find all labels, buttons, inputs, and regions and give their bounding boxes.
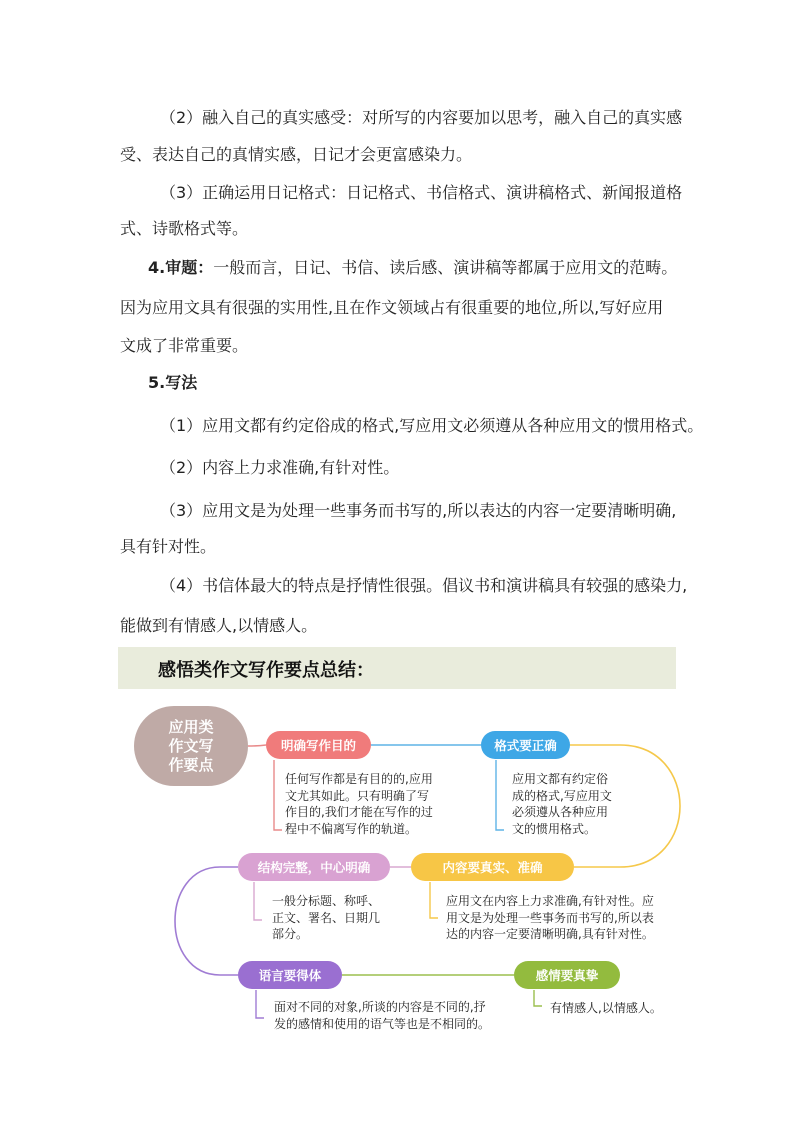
paragraph-line: 一般而言，日记、书信、读后感、演讲稿等都属于应用文的范畴。 <box>213 258 678 277</box>
desc-line: 面对不同的对象,所谈的内容是不同的,抒 <box>274 1000 486 1014</box>
desc-line: 作目的,我们才能在写作的过 <box>285 805 433 819</box>
desc-line: 必须遵从各种应用 <box>512 805 609 819</box>
center-line: 作文写 <box>168 736 214 755</box>
node-format: 格式要正确 <box>481 731 570 759</box>
paragraph-line: 因为应用文具有很强的实用性,且在作文领域占有很重要的地位,所以,写好应用 <box>120 298 664 317</box>
paragraph-line: 能做到有情感人,以情感人。 <box>120 616 318 635</box>
center-line: 作要点 <box>168 755 214 774</box>
desc-line: 文尤其如此。只有明确了写 <box>285 788 430 803</box>
node-language-desc <box>274 999 490 1032</box>
mindmap-center <box>134 706 248 786</box>
desc-line: 达的内容一定要清晰明确,具有针对性。 <box>446 927 654 941</box>
desc-line: 一般分标题、称呼、 <box>272 894 381 908</box>
desc-line: 任何写作都是有目的的,应用 <box>285 772 433 786</box>
banner-title: 感悟类作文写作要点总结： <box>158 660 374 681</box>
paragraph-line: 文成了非常重要。 <box>120 336 249 355</box>
paragraph-line: （2）内容上力求准确,有针对性。 <box>160 458 400 477</box>
desc-line: 部分。 <box>272 927 309 941</box>
section-4-heading: 4.审题： <box>148 258 214 277</box>
node-structure-desc <box>272 893 380 943</box>
paragraph-line: 受、表达自己的真情实感，日记才会更富感染力。 <box>120 145 473 164</box>
paragraph-line: （3）应用文是为处理一些事务而书写的,所以表达的内容一定要清晰明确, <box>160 501 677 520</box>
node-content-accurate: 内容要真实、准确 <box>411 853 574 881</box>
center-line: 应用类 <box>168 717 214 736</box>
desc-line: 发的感情和使用的语气等也是不相同的。 <box>274 1016 491 1031</box>
paragraph-line: （2）融入自己的真实感受：对所写的内容要加以思考，融入自己的真实感 <box>160 108 683 127</box>
desc-line: 有情感人,以情感人。 <box>550 1001 662 1015</box>
desc-line: 程中不偏离写作的轨道。 <box>285 821 418 836</box>
node-language: 语言要得体 <box>238 961 342 989</box>
paragraph-line: 式、诗歌格式等。 <box>120 219 249 238</box>
paragraph-line: （3）正确运用日记格式：日记格式、书信格式、演讲稿格式、新闻报道格 <box>160 183 683 202</box>
node-content-accurate-desc <box>446 893 654 943</box>
desc-line: 用文是为处理一些事务而书写的,所以表 <box>446 910 654 925</box>
node-format-desc <box>512 771 612 837</box>
desc-line: 应用文都有约定俗 <box>512 772 609 786</box>
node-sincere-feeling: 感情要真挚 <box>514 961 620 989</box>
paragraph-line: （4）书信体最大的特点是抒情性很强。倡议书和演讲稿具有较强的感染力, <box>160 576 688 595</box>
node-structure: 结构完整，中心明确 <box>238 853 390 881</box>
desc-line: 正文、署名、日期几 <box>272 910 381 925</box>
desc-line: 成的格式,写应用文 <box>512 788 612 803</box>
paragraph-line: （1）应用文都有约定俗成的格式,写应用文必须遵从各种应用文的惯用格式。 <box>160 416 704 435</box>
node-writing-purpose: 明确写作目的 <box>266 731 371 759</box>
node-writing-purpose-desc <box>285 771 433 837</box>
node-sincere-feeling-desc <box>550 1000 662 1017</box>
paragraph-line: 具有针对性。 <box>120 537 217 556</box>
desc-line: 文的惯用格式。 <box>512 821 597 836</box>
section-5-heading: 5.写法 <box>148 373 198 392</box>
desc-line: 应用文在内容上力求准确,有针对性。应 <box>446 894 654 908</box>
